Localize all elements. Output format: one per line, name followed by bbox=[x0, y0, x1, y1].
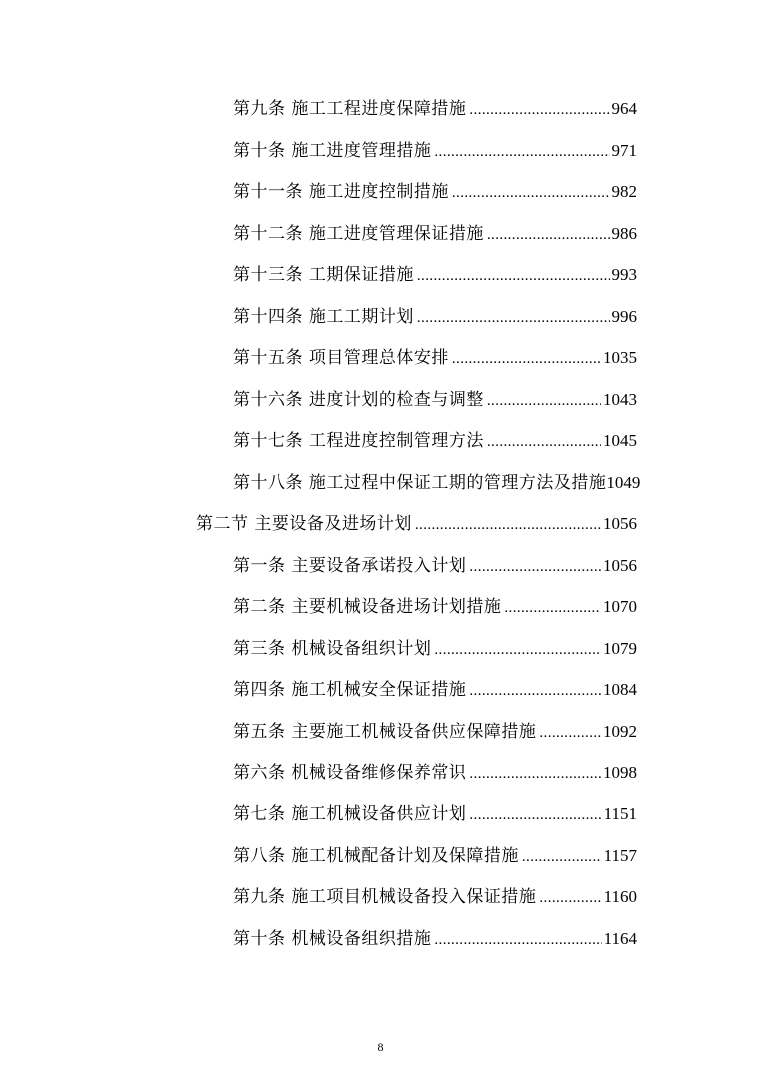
toc-entry-title: 第七条 施工机械设备供应计划 bbox=[233, 804, 467, 824]
toc-leader-dots bbox=[469, 801, 601, 829]
toc-entry-title: 第九条 施工项目机械设备投入保证措施 bbox=[233, 887, 537, 907]
toc-entry-title: 第五条 主要施工机械设备供应保障措施 bbox=[233, 722, 537, 742]
toc-entry[interactable] bbox=[233, 552, 637, 580]
toc-entry[interactable] bbox=[233, 883, 637, 911]
toc-entry[interactable] bbox=[233, 676, 637, 704]
toc-entry-page: 986 bbox=[611, 224, 637, 243]
toc-leader-dots bbox=[452, 179, 610, 207]
toc-entry-title: 第四条 施工机械安全保证措施 bbox=[233, 680, 467, 700]
toc-leader-dots bbox=[539, 884, 601, 912]
toc-entry-title: 第十四条 施工工期计划 bbox=[233, 307, 414, 327]
toc-section-entry[interactable] bbox=[196, 510, 637, 538]
toc-leader-dots bbox=[487, 387, 601, 415]
toc-entry-page: 993 bbox=[611, 265, 637, 284]
toc-leader-dots bbox=[469, 677, 601, 705]
toc-leader-dots bbox=[487, 428, 601, 456]
toc-entry-title: 第十八条 施工过程中保证工期的管理方法及措施 bbox=[233, 473, 607, 493]
toc-entry-page: 1043 bbox=[603, 390, 637, 409]
toc-entry-title: 第十条 施工进度管理措施 bbox=[233, 141, 432, 161]
toc-entry[interactable] bbox=[233, 220, 637, 248]
toc-leader-dots bbox=[417, 304, 610, 332]
toc-entry-title: 第三条 机械设备组织计划 bbox=[233, 639, 432, 659]
toc-entry-page: 1045 bbox=[603, 431, 637, 450]
toc-entry-page: 1035 bbox=[603, 348, 637, 367]
toc-entry-title: 第六条 机械设备维修保养常识 bbox=[233, 763, 467, 783]
toc-entry-title: 第十六条 进度计划的检查与调整 bbox=[233, 390, 484, 410]
toc-leader-dots bbox=[522, 843, 602, 871]
toc-entry-page: 1092 bbox=[603, 722, 637, 741]
toc-entry-title: 第十一条 施工进度控制措施 bbox=[233, 182, 449, 202]
toc-leader-dots bbox=[469, 96, 609, 124]
toc-entry[interactable] bbox=[233, 178, 637, 206]
toc-entry-title: 第十七条 工程进度控制管理方法 bbox=[233, 431, 484, 451]
toc-entry-page: 971 bbox=[611, 141, 637, 160]
toc-entry-page: 964 bbox=[611, 99, 637, 118]
toc-entry-page: 1157 bbox=[603, 846, 637, 865]
toc-entry-page: 1160 bbox=[603, 887, 637, 906]
toc-entry-page: 982 bbox=[611, 182, 637, 201]
toc-entry-title: 第二条 主要机械设备进场计划措施 bbox=[233, 597, 502, 617]
toc-entry[interactable] bbox=[233, 718, 637, 746]
toc-leader-dots bbox=[434, 636, 601, 664]
toc-entry[interactable] bbox=[233, 635, 637, 663]
toc-entry-page: 1056 bbox=[603, 514, 637, 533]
toc-leader-dots bbox=[434, 138, 609, 166]
toc-leader-dots bbox=[452, 345, 601, 373]
toc-entry[interactable] bbox=[233, 303, 637, 331]
toc-entry[interactable] bbox=[233, 95, 637, 123]
toc-entry[interactable] bbox=[233, 386, 637, 414]
toc-entry-title: 第一条 主要设备承诺投入计划 bbox=[233, 556, 467, 576]
toc-entry-page: 1070 bbox=[603, 597, 637, 616]
toc-entry-page: 1049 bbox=[606, 473, 641, 492]
toc-entry-page: 1084 bbox=[603, 680, 637, 699]
toc-entry-page: 1079 bbox=[603, 639, 637, 658]
toc-entry[interactable] bbox=[233, 593, 637, 621]
toc-entry-page: 1056 bbox=[603, 556, 637, 575]
toc-entry-title: 第八条 施工机械配备计划及保障措施 bbox=[233, 846, 519, 866]
toc-leader-dots bbox=[417, 262, 610, 290]
toc-entry-page: 1098 bbox=[603, 763, 637, 782]
toc-entry-title: 第十二条 施工进度管理保证措施 bbox=[233, 224, 484, 244]
toc-entry[interactable] bbox=[233, 925, 637, 953]
toc-entry-title: 第十三条 工期保证措施 bbox=[233, 265, 414, 285]
toc-entry[interactable] bbox=[233, 759, 637, 787]
toc-entry-title: 第十条 机械设备组织措施 bbox=[233, 929, 432, 949]
toc-entry[interactable] bbox=[233, 137, 637, 165]
toc-entry[interactable] bbox=[233, 842, 637, 870]
toc-entry-page: 1151 bbox=[603, 804, 637, 823]
toc-entry-title: 第十五条 项目管理总体安排 bbox=[233, 348, 449, 368]
toc-entry[interactable] bbox=[233, 344, 637, 372]
toc-entry[interactable] bbox=[233, 261, 637, 289]
toc-leader-dots bbox=[469, 553, 601, 581]
toc-entry[interactable] bbox=[233, 427, 637, 455]
toc-entry[interactable] bbox=[233, 469, 640, 497]
toc-entry-title: 第九条 施工工程进度保障措施 bbox=[233, 99, 467, 119]
toc-entry-page: 1164 bbox=[603, 929, 637, 948]
toc-entry[interactable] bbox=[233, 800, 637, 828]
toc-leader-dots bbox=[469, 760, 601, 788]
toc-entry-title: 第二节 主要设备及进场计划 bbox=[196, 514, 412, 534]
toc-leader-dots bbox=[434, 926, 601, 954]
page-number: 8 bbox=[377, 1040, 384, 1054]
toc-leader-dots bbox=[539, 719, 601, 747]
toc-leader-dots bbox=[504, 594, 601, 622]
toc-leader-dots bbox=[415, 511, 601, 539]
toc-leader-dots bbox=[487, 221, 610, 249]
toc-entry-page: 996 bbox=[611, 307, 637, 326]
